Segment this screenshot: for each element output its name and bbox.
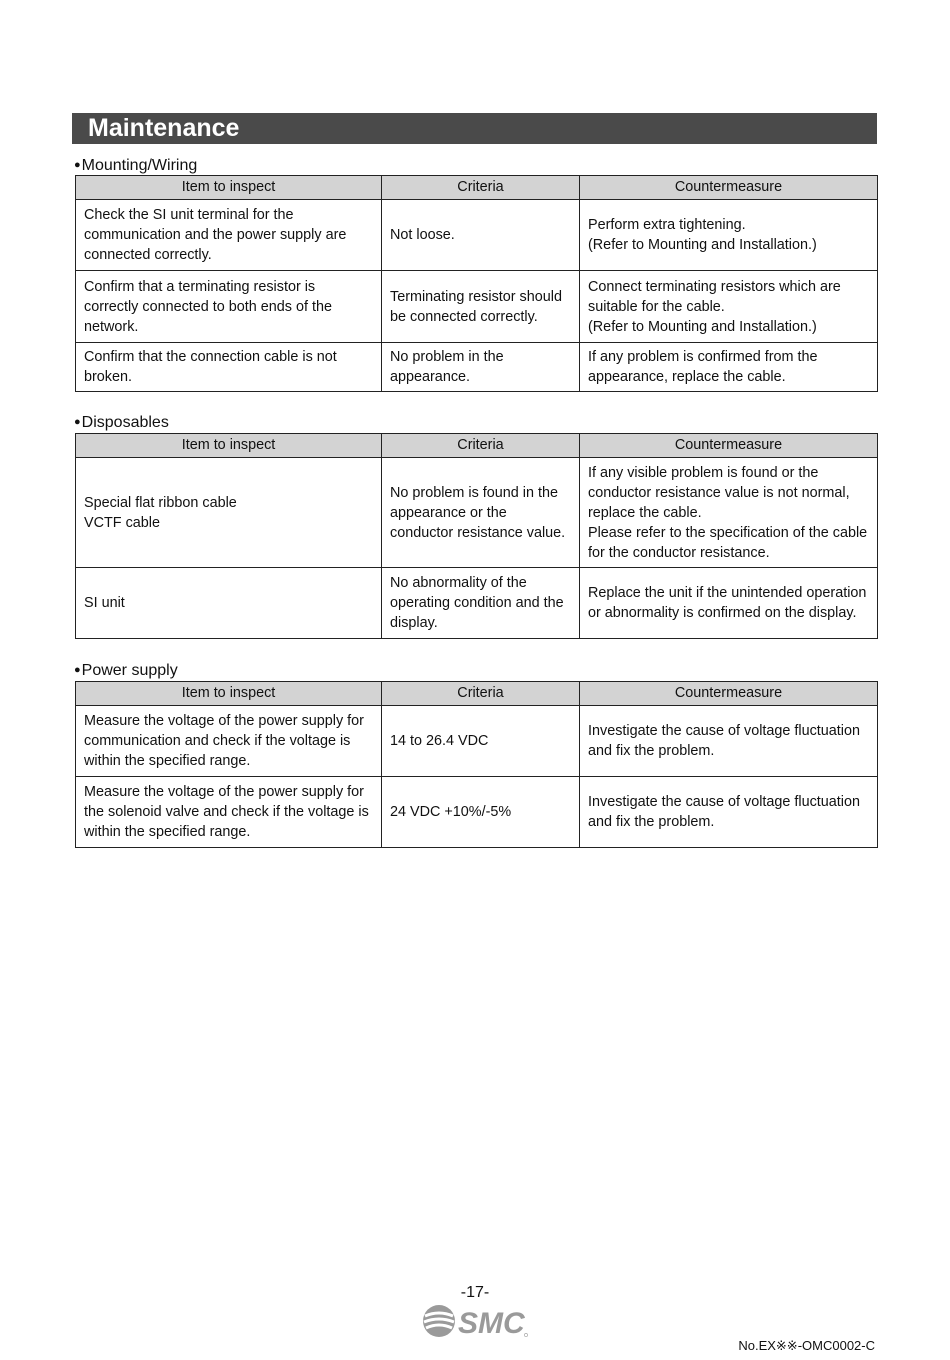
- section-heading-mounting-wiring: [74, 155, 197, 176]
- mounting-wiring-table: [75, 175, 878, 392]
- table-row: [76, 271, 878, 343]
- header-countermeasure: Countermeasure: [580, 176, 878, 200]
- cell-criteria: No problem is found in the appearance or the conductor resistance value.: [382, 458, 580, 568]
- section-heading-disposables: [74, 412, 169, 433]
- cell-criteria: 24 VDC +10%/-5%: [382, 777, 580, 848]
- cell-item: Special flat ribbon cable VCTF cable: [76, 458, 382, 568]
- table-header-row: [76, 682, 878, 706]
- cell-countermeasure: Investigate the cause of voltage fluctuation and fix the problem.: [580, 706, 878, 777]
- cell-item: Confirm that a terminating resistor is correctly connected to both ends of the network.: [76, 271, 382, 343]
- table-header-row: [76, 176, 878, 200]
- section-heading-label: Mounting/Wiring: [81, 157, 198, 174]
- cell-criteria: 14 to 26.4 VDC: [382, 706, 580, 777]
- header-item-to-inspect: Item to inspect: [76, 682, 382, 706]
- document-number: No.EX※※-OMC0002-C: [738, 1338, 875, 1353]
- header-criteria: Criteria: [382, 434, 580, 458]
- section-heading-label: Power supply: [81, 662, 178, 679]
- page-number: -17-: [460, 1284, 490, 1301]
- header-criteria: Criteria: [382, 682, 580, 706]
- cell-item: Measure the voltage of the power supply for the solenoid valve and check if the voltage is within the specified range.: [76, 777, 382, 848]
- bullet-icon: ●: [74, 416, 81, 428]
- power-supply-table: [75, 681, 878, 848]
- table-row: [76, 706, 878, 777]
- header-countermeasure: Countermeasure: [580, 682, 878, 706]
- table-header-row: [76, 434, 878, 458]
- cell-countermeasure: If any problem is confirmed from the appearance, replace the cable.: [580, 343, 878, 392]
- cell-item: Measure the voltage of the power supply for communication and check if the voltage is within the specified range.: [76, 706, 382, 777]
- cell-criteria: No abnormality of the operating condition and the display.: [382, 568, 580, 639]
- table-row: [76, 458, 878, 568]
- bullet-icon: ●: [74, 159, 81, 171]
- cell-criteria: Not loose.: [382, 200, 580, 271]
- table-row: [76, 343, 878, 392]
- header-countermeasure: Countermeasure: [580, 434, 878, 458]
- table-row: [76, 568, 878, 639]
- header-criteria: Criteria: [382, 176, 580, 200]
- section-heading-power-supply: [74, 660, 178, 681]
- section-heading-label: Disposables: [81, 414, 169, 431]
- cell-item: SI unit: [76, 568, 382, 639]
- cell-criteria: No problem in the appearance.: [382, 343, 580, 392]
- cell-criteria: Terminating resistor should be connected correctly.: [382, 271, 580, 343]
- cell-countermeasure: If any visible problem is found or the conductor resistance value is not normal, replace the cable. Please refer to the specification of the cable for the conductor resistance.: [580, 458, 878, 568]
- header-item-to-inspect: Item to inspect: [76, 176, 382, 200]
- cell-item: Check the SI unit terminal for the communication and the power supply are connected correctly.: [76, 200, 382, 271]
- smc-logo-icon: [421, 1303, 531, 1339]
- cell-countermeasure: Perform extra tightening. (Refer to Mounting and Installation.): [580, 200, 878, 271]
- header-item-to-inspect: Item to inspect: [76, 434, 382, 458]
- cell-countermeasure: Replace the unit if the unintended operation or abnormality is confirmed on the display.: [580, 568, 878, 639]
- bullet-icon: ●: [74, 664, 81, 676]
- table-row: [76, 777, 878, 848]
- table-row: [76, 200, 878, 271]
- cell-countermeasure: Investigate the cause of voltage fluctuation and fix the problem.: [580, 777, 878, 848]
- page-title: Maintenance: [72, 113, 877, 144]
- disposables-table: [75, 433, 878, 639]
- cell-item: Confirm that the connection cable is not broken.: [76, 343, 382, 392]
- logo-text: SMC: [458, 1307, 525, 1339]
- cell-countermeasure: Connect terminating resistors which are suitable for the cable. (Refer to Mounting and Installation.): [580, 271, 878, 343]
